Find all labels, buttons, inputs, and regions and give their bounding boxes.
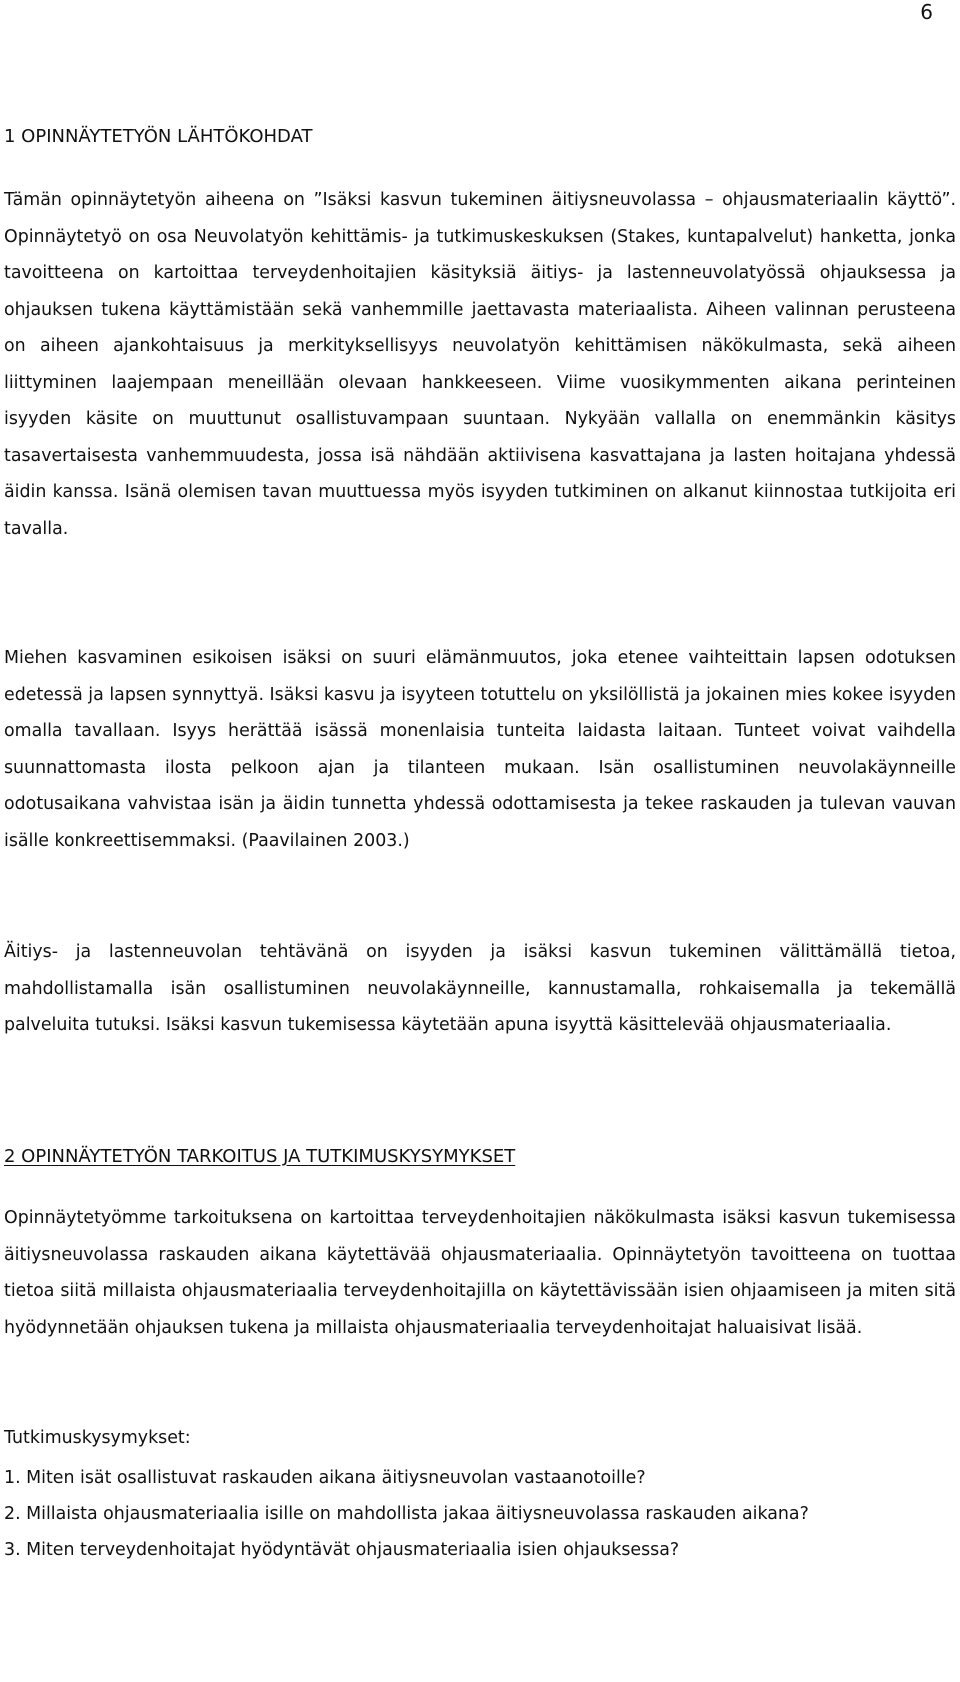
section1-heading: 1 OPINNÄYTETYÖN LÄHTÖKOHDAT [4, 126, 313, 147]
section2-heading: 2 OPINNÄYTETYÖN TARKOITUS JA TUTKIMUSKYSYMYKSET [4, 1146, 516, 1167]
section1-paragraph-1: Tämän opinnäytetyön aiheena on ”Isäksi kasvun tukeminen äitiysneuvolassa – ohjausmateriaalin käyttö”. Opinnäytetyö on osa Neuvolatyön kehittämis- ja tutkimuskeskuksen (Stakes, kuntapalvelut) hanketta, jonka tavoitteena on kartoittaa terveydenhoitajien käsityksiä äitiys- ja lastenneuvolatyössä ohjauksessa ja ohjauksen tukena käyttämistään sekä vanhemmille jaettavasta materiaalista. Aiheen valinnan perusteena on aiheen ajankohtaisuus ja merkityksellisyys neuvolatyön kehittämisen näkökulmasta, sekä aiheen liittyminen laajempaan meneillään olevaan hankkeeseen. Viime vuosikymmenten aikana perinteinen isyyden käsite on muuttunut osallistuvampaan suuntaan. Nykyään vallalla on enemmänkin käsitys tasavertaisesta vanhemmuudesta, jossa isä nähdään aktiivisena kasvattajana ja lasten hoitajana yhdessä äidin kanssa. Isänä olemisen tavan muuttuessa myös isyyden tutkiminen on alkanut kiinnostaa tutkijoita eri tavalla. [4, 190, 956, 539]
section2-paragraph: Opinnäytetyömme tarkoituksena on kartoittaa terveydenhoitajien näkökulmasta isäksi kasvun tukemisessa äitiysneuvolassa raskauden aikana käytettävää ohjausmateriaalia. Opinnäytetyön tavoitteena on tuottaa tietoa siitä millaista ohjausmateriaalia terveydenhoitajilla on käytettävissään isien ohjaamiseen ja miten sitä hyödynnetään ohjauksen tukena ja millaista ohjausmateriaalia terveydenhoitajat haluaisivat lisää. [4, 1208, 956, 1338]
list-item: 1. Miten isät osallistuvat raskauden aikana äitiysneuvolan vastaanotoille? [4, 1468, 646, 1488]
research-questions-label: Tutkimuskysymykset: [4, 1428, 191, 1448]
list-item: 2. Millaista ohjausmateriaalia isille on mahdollista jakaa äitiysneuvolassa raskauden aikana? [4, 1504, 809, 1524]
research-questions-list [4, 1460, 956, 1568]
list-item: 3. Miten terveydenhoitajat hyödyntävät ohjausmateriaalia isien ohjauksessa? [4, 1540, 680, 1560]
section1-paragraph-2: Miehen kasvaminen esikoisen isäksi on suuri elämänmuutos, joka etenee vaihteittain lapsen odotuksen edetessä ja lapsen synnyttyä. Isäksi kasvu ja isyyteen totuttelu on yksilöllistä ja jokainen mies kokee isyyden omalla tavallaan. Isyys herättää isässä monenlaisia tunteita laidasta laitaan. Tunteet voivat vaihdella suunnattomasta ilosta pelkoon ajan ja tilanteen mukaan. Isän osallistuminen neuvolakäynneille odotusaikana vahvistaa isän ja äidin tunnetta yhdessä odottamisesta ja tekee raskauden ja tulevan vauvan isälle konkreettisemmaksi. (Paavilainen 2003.) [4, 648, 956, 851]
section1-paragraph-3: Äitiys- ja lastenneuvolan tehtävänä on isyyden ja isäksi kasvun tukeminen välittämällä tietoa, mahdollistamalla isän osallistuminen neuvolakäynneille, kannustamalla, rohkaisemalla ja tekemällä palveluita tutuksi. Isäksi kasvun tukemisessa käytetään apuna isyyttä käsittelevää ohjausmateriaalia. [4, 942, 956, 1035]
page-number: 6 [920, 0, 933, 24]
